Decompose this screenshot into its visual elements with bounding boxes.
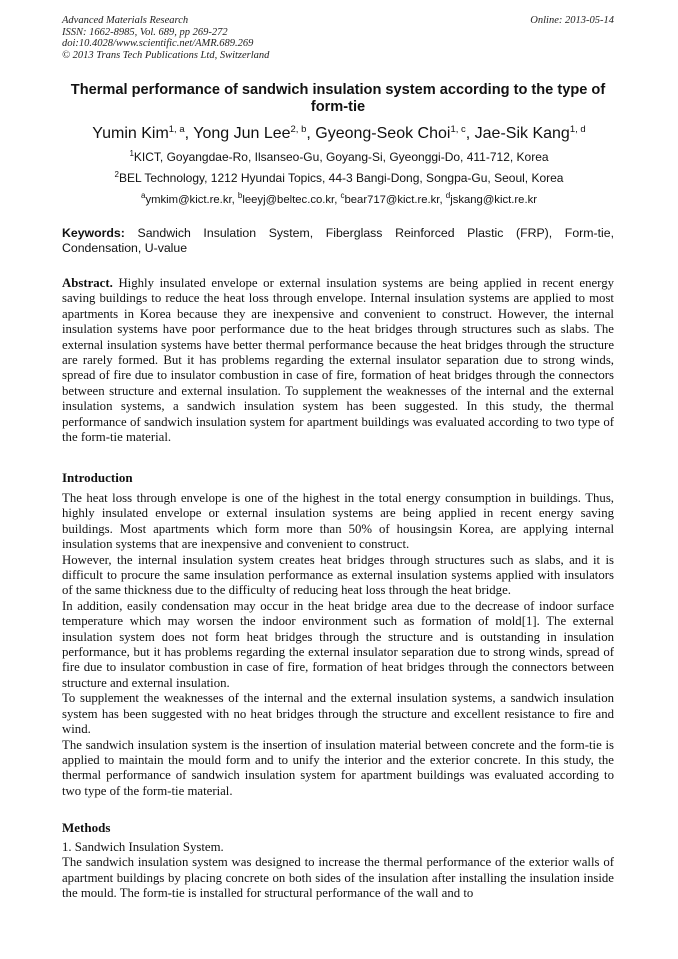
paragraph: To supplement the weaknesses of the internal and the external insulation systems, a sandwich insulation system has been suggested with no heat bridges through the structure and excellent resistance to fire and wind. <box>62 691 614 737</box>
paragraph: However, the internal insulation system creates heat bridges through structures such as slabs, and it is difficult to procure the same insulation performance as external insulation systems applied with insulators of the same thickness due to the difficulty of reducing heat loss through the heat bridge. <box>62 552 614 598</box>
abstract-label: Abstract. <box>62 276 113 290</box>
introduction-heading: Introduction <box>62 470 133 485</box>
keywords-label: Keywords: <box>62 226 125 240</box>
paragraph: The sandwich insulation system was designed to increase the thermal performance of the exterior walls of apartment buildings by placing concrete on both sides of the insulation after installing the insulation inside the mould. The form-tie is installed for structural performance of the wall and to <box>62 855 614 901</box>
doi-line: doi:10.4028/www.scientific.net/AMR.689.269 <box>62 38 254 49</box>
keywords-text: Sandwich Insulation System, Fiberglass Reinforced Plastic (FRP), Form-tie, Condensation, U-value <box>62 226 614 255</box>
author-list <box>40 124 638 144</box>
author-2: Yong Jun Lee$^{2, b}$, <box>193 124 316 142</box>
subsection-title: 1. Sandwich Insulation System. <box>62 840 224 854</box>
affiliation-2: $^2$BEL Technology, 1212 Hyundai Topics, 44-3 Bangi-Dong, Songpa-Gu, Seoul, Korea <box>114 170 564 185</box>
author-1: Yumin Kim$^{1, a}$, <box>92 124 194 142</box>
author-4: Jae-Sik Kang$^{1, d}$ <box>474 124 586 142</box>
email-link[interactable]: bear717@kict.re.kr <box>344 194 440 206</box>
abstract-text: Highly insulated envelope or external insulation systems are being applied in recent energy saving buildings to reduce the heat loss through envelope. Internal insulation systems are applied to most apartments in Korea because they are inexpensive and convenient to construct. However, the internal insulation systems have poor performance due to the heat bridges through structures such as slabs. The external insulation systems have better thermal performance because the heat bridges through the structure are rarely formed. But it has problems regarding the external insulator separation due to strong winds, spread of fire due to insulator combustion in case of fire, formation of heat bridges through the connectors between structure and external insulation. To supplement the weaknesses of the internal and the external insulation systems, a sandwich insulation system has been suggested. In this study, the thermal performance of sandwich insulation system for apartment buildings was evaluated according to two type of the form-tie material. <box>62 276 614 445</box>
affiliation-1: $^1$KICT, Goyangdae-Ro, Ilsanseo-Gu, Goyang-Si, Gyeonggi-Do, 411-712, Korea <box>129 149 549 164</box>
paper-title: Thermal performance of sandwich insulation system according to the type of form-tie <box>70 82 606 115</box>
paragraph: The heat loss through envelope is one of the highest in the total energy consumption in buildings. Thus, highly insulated envelope or external insulation systems are being applied in recent energy saving buildings. Most apartments which form more than 50% of housingsin Korea, are applying internal insulation systems that are inexpensive and convenient to construct. <box>62 491 614 552</box>
online-date: Online: 2013-05-14 <box>530 15 614 26</box>
introduction-body <box>62 491 614 799</box>
methods-body <box>62 840 614 902</box>
email-link[interactable]: leeyj@beltec.co.kr <box>242 194 335 206</box>
paragraph: In addition, easily condensation may occur in the heat bridge area due to the decrease of indoor surface temperature which may worsen the indoor environment such as formation of mold[1]. The external insulation system does not form heat bridges through the structure and is outstanding in insulation performance, but it has problems regarding the external insulator separation due to strong winds, spread of fire due to insulator combustion in case of fire, formation of heat bridges through the connectors between structure and external insulation. <box>62 598 614 690</box>
methods-heading: Methods <box>62 820 111 835</box>
email-link[interactable]: ymkim@kict.re.kr <box>145 194 232 206</box>
issn-line: ISSN: 1662-8985, Vol. 689, pp 269-272 <box>62 26 228 38</box>
author-emails: $^a$ymkim@kict.re.kr, $^b$leeyj@beltec.co.kr, $^c$bear717@kict.re.kr, $^d$jskang@kict.re.kr <box>141 191 537 206</box>
author-3: Gyeong-Seok Choi$^{1, c}$, <box>315 124 475 142</box>
copyright-line: © 2013 Trans Tech Publications Ltd, Switzerland <box>62 49 270 61</box>
journal-name: Advanced Materials Research <box>62 15 189 26</box>
paragraph: The sandwich insulation system is the insertion of insulation material between concrete and the form-tie is applied to maintain the mould form and to unify the interior and the exterior concrete. In this study, the thermal performance of sandwich insulation system for apartment buildings was evaluated according to two type of the form-tie material. <box>62 737 614 798</box>
email-link[interactable]: jskang@kict.re.kr <box>450 194 537 206</box>
abstract-block <box>62 276 614 445</box>
keywords-block <box>62 226 614 256</box>
journal-header <box>62 15 269 61</box>
